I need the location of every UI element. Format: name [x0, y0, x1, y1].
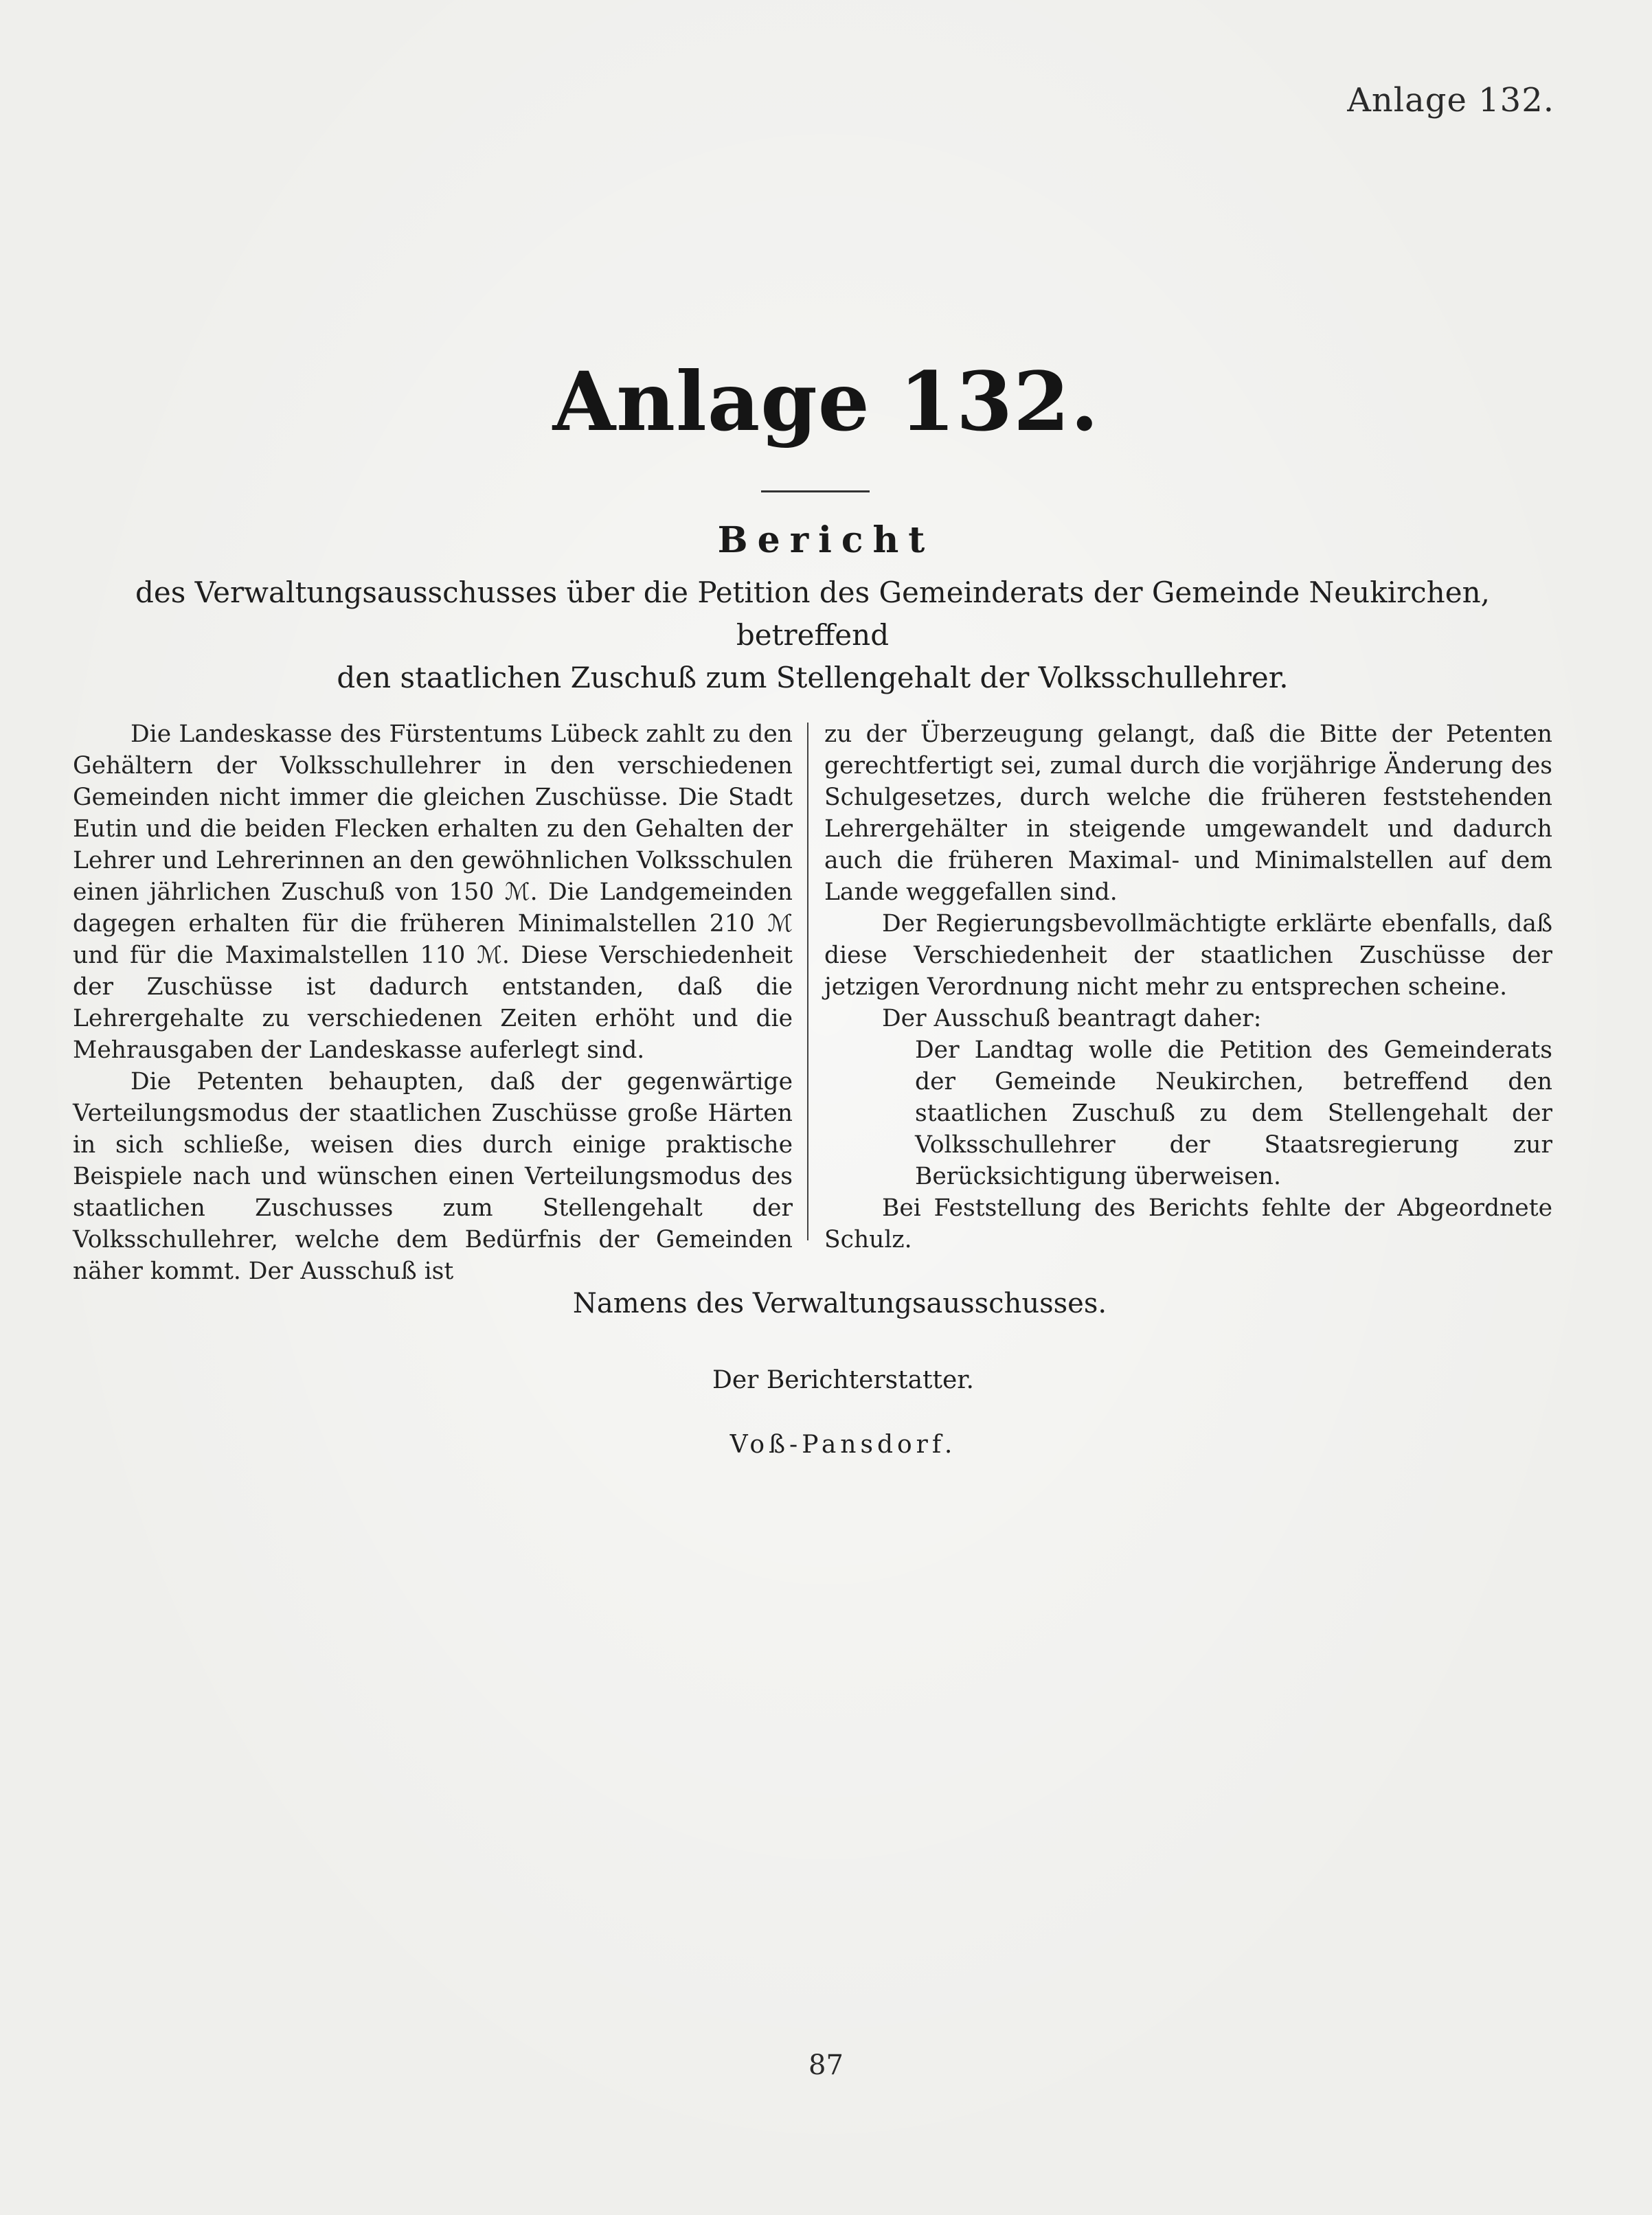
- right-column: [824, 718, 1552, 1256]
- title-divider: [761, 490, 870, 492]
- left-column: [73, 718, 793, 1287]
- signature-committee: Namens des Verwaltungsausschusses.: [572, 1288, 1107, 1319]
- report-subject: [74, 571, 1551, 699]
- report-subject-line-1: des Verwaltungsausschusses über die Petition des Gemeinderats der Gemeinde Neukirchen, betreffend: [135, 576, 1490, 652]
- signature-name: Voß-Pansdorf.: [729, 1431, 957, 1459]
- signature-role: Der Berichterstatter.: [712, 1366, 974, 1394]
- paragraph: zu der Überzeugung gelangt, daß die Bitte der Petenten gerechtfertigt sei, zumal durch die vorjährige Änderung des Schulgesetzes, durch welche die früheren feststehenden Lehrergehälter in steigende umgewandelt und dadurch auch die früheren Maximal- und Minimalstellen auf dem Lande weggefallen sind.: [824, 720, 1552, 906]
- running-head: Anlage 132.: [1347, 81, 1554, 120]
- paragraph: Die Petenten behaupten, daß der gegenwärtige Verteilungsmodus der staatlichen Zuschüsse große Härten in sich schließe, weisen dies durch einige praktische Beispiele nach und wünschen einen Verteilungsmodus des staatlichen Zuschusses zum Stellengehalt der Volksschullehrer, welche dem Bedürfnis der Gemeinden näher kommt. Der Ausschuß ist: [73, 1068, 793, 1285]
- page-number: 87: [808, 2049, 844, 2081]
- paragraph: Der Ausschuß beantragt daher:: [882, 1005, 1262, 1032]
- page-title: Anlage 132.: [552, 354, 1100, 449]
- signature-block: [0, 1283, 1652, 1464]
- column-divider: [807, 723, 808, 1240]
- paragraph: Der Regierungsbevollmächtigte erklärte ebenfalls, daß diese Verschiedenheit der staatlichen Zuschüsse der jetzigen Verordnung nicht mehr zu entsprechen scheine.: [824, 910, 1552, 1001]
- report-heading: Bericht: [717, 519, 935, 561]
- motion-text: Der Landtag wolle die Petition des Gemeinderats der Gemeinde Neukirchen, betreffend den staatlichen Zuschuß zu dem Stellengehalt der Volksschullehrer der Staatsregierung zur Berücksichtigung überweisen.: [915, 1036, 1552, 1190]
- report-subject-line-2: den staatlichen Zuschuß zum Stellengehalt der Volksschullehrer.: [337, 661, 1289, 694]
- paragraph: Bei Feststellung des Berichts fehlte der Abgeordnete Schulz.: [824, 1194, 1552, 1253]
- paragraph: Die Landeskasse des Fürstentums Lübeck zahlt zu den Gehältern der Volksschullehrer in den verschiedenen Gemeinden nicht immer die gleichen Zuschüsse. Die Stadt Eutin und die beiden Flecken erhalten zu den Gehalten der Lehrer und Lehrerinnen an den gewöhnlichen Volksschulen einen jährlichen Zuschuß von 150 ℳ. Die Landgemeinden dagegen erhalten für die früheren Minimalstellen 210 ℳ und für die Maximalstellen 110 ℳ. Diese Verschiedenheit der Zuschüsse ist dadurch entstanden, daß die Lehrergehalte zu verschiedenen Zeiten erhöht und die Mehrausgaben der Landeskasse auferlegt sind.: [73, 720, 793, 1064]
